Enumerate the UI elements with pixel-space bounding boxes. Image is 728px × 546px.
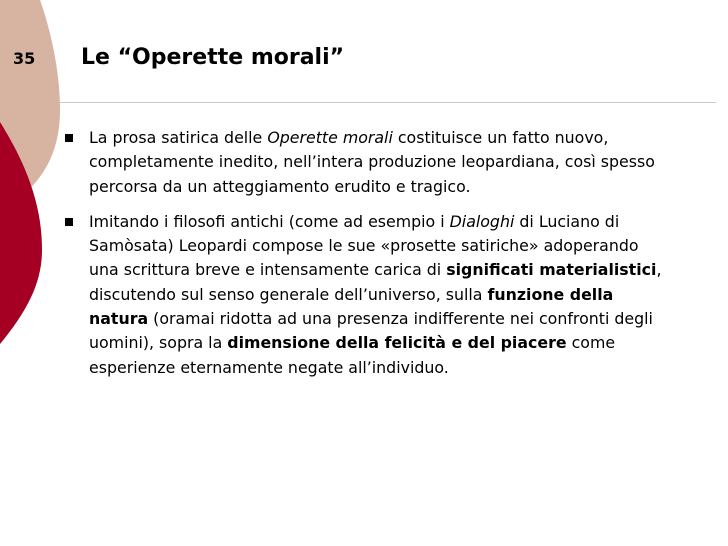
bullet-item <box>62 126 662 199</box>
text-segment: (oramai ridotta ad una presenza indifferente nei confronti degli uomini), sopra la <box>89 309 653 353</box>
text-segment: Imitando i filosofi antichi (come ad esempio i <box>89 211 450 231</box>
text-segment: come esperienze eternamente negate all’individuo. <box>89 333 616 377</box>
text-segment: La prosa satirica delle <box>89 128 268 147</box>
bullet-text <box>89 128 655 196</box>
title-divider <box>60 102 716 103</box>
bullet-item <box>62 210 662 380</box>
square-bullet-icon <box>65 218 73 226</box>
text-segment: di Luciano di Samòsata) Leopardi compose le sue «prosette satiriche» adoperando una scrittura breve e intensamente carica di <box>89 211 639 280</box>
bold-text-segment: funzione della natura <box>89 284 614 329</box>
bold-text-segment: dimensione della felicità e del piacere <box>227 333 567 353</box>
slide-title: Le “Operette morali” <box>81 45 345 70</box>
bold-text-segment: significati materialistici <box>446 260 657 280</box>
text-segment: , discutendo sul senso generale dell’universo, sulla <box>89 260 662 304</box>
italic-text-segment: Operette morali <box>267 128 393 147</box>
square-bullet-icon <box>65 134 73 142</box>
text-segment: costituisce un fatto nuovo, completamente inedito, nell’intera produzione leopardiana, così spesso percorsa da un atteggiamento erudito e tragico. <box>89 128 655 196</box>
slide-number: 35 <box>13 49 36 68</box>
italic-text-segment: Dialoghi <box>449 211 515 231</box>
bullet-text <box>89 212 661 377</box>
bullet-list <box>62 126 662 391</box>
